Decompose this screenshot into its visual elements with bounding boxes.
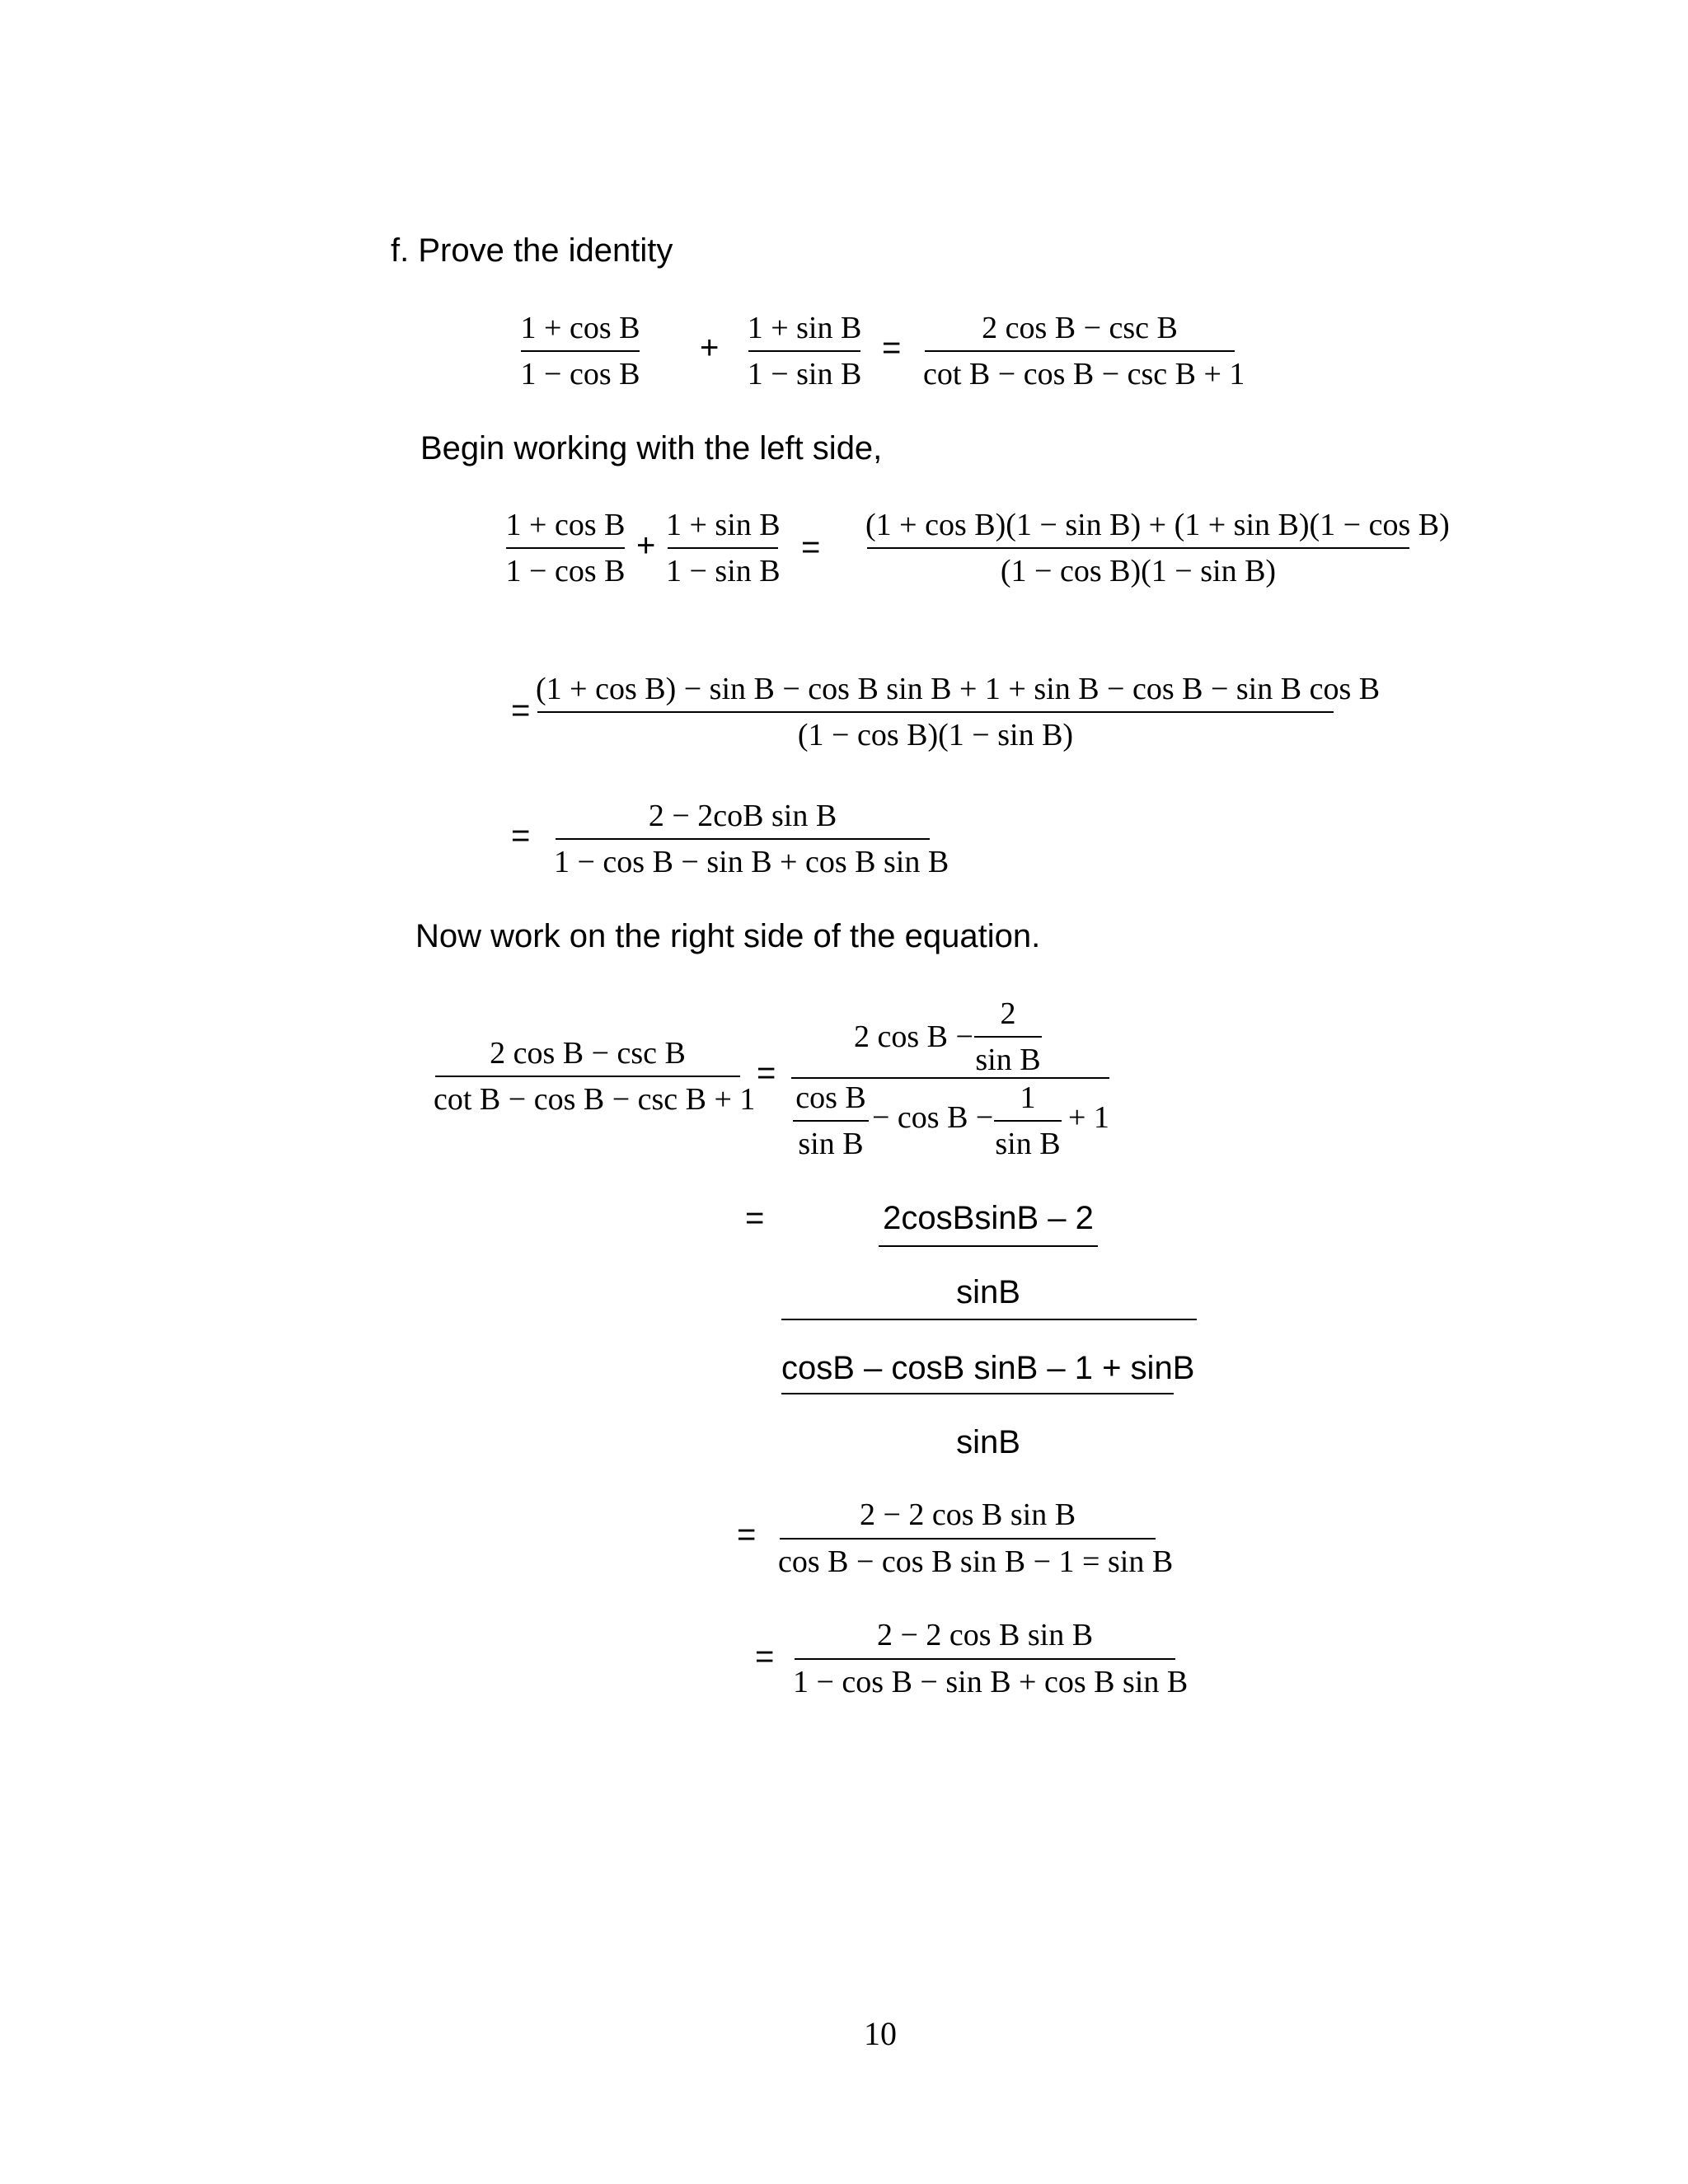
fraction-denominator: 1 − sin B (666, 554, 781, 588)
equals-sign: = (745, 1200, 765, 1236)
fraction-numerator: cos B (795, 1080, 866, 1115)
equals-sign: = (757, 1055, 776, 1091)
fraction-denominator: sin B (975, 1043, 1041, 1077)
denominator-middle-term: − cos B − (872, 1100, 994, 1135)
fraction-bar (793, 1120, 869, 1122)
fraction-denominator: cos B − cos B sin B − 1 = sin B (778, 1544, 1174, 1579)
fraction-bar (795, 1658, 1175, 1660)
equals-sign: = (737, 1516, 757, 1553)
fraction-bar (506, 547, 625, 549)
fraction-numerator: 2 − 2 cos B sin B (859, 1497, 1076, 1532)
equals-sign: = (755, 1638, 775, 1675)
denominator-bottom: sinB (956, 1424, 1020, 1460)
fraction-bar (974, 1036, 1042, 1038)
fraction-numerator: 1 + sin B (666, 508, 781, 542)
page-number: 10 (864, 2015, 897, 2052)
denominator-tail: + 1 (1068, 1100, 1109, 1135)
fraction-denominator: (1 − cos B)(1 − sin B) (797, 718, 1074, 752)
fraction-bar (781, 1393, 1174, 1394)
fraction-denominator: cot B − cos B − csc B + 1 (434, 1082, 756, 1117)
numerator-bottom: sinB (956, 1274, 1020, 1310)
complex-numerator-main: 2 cos B − (854, 1019, 973, 1054)
fraction-denominator: 1 − cos B − sin B + cos B sin B (554, 845, 950, 879)
fraction-numerator: (1 + cos B) − sin B − cos B sin B + 1 + sin B − cos B − sin B cos B (536, 672, 1381, 706)
fraction-numerator: 2 (1000, 996, 1016, 1031)
fraction-bar (994, 1120, 1062, 1122)
fraction-denominator: cot B − cos B − csc B + 1 (923, 357, 1245, 391)
fraction-denominator: 1 − sin B (747, 357, 862, 391)
equals-sign: = (511, 818, 531, 854)
fraction-bar (748, 350, 860, 352)
fraction-numerator: 2 cos B − csc B (490, 1036, 686, 1071)
fraction-bar (556, 838, 930, 840)
plus-sign: + (700, 330, 720, 366)
fraction-denominator: 1 − cos B − sin B + cos B sin B (793, 1665, 1189, 1699)
fraction-numerator: 2 − 2coB sin B (648, 799, 837, 833)
fraction-bar (867, 547, 1409, 549)
fraction-numerator: 1 (1020, 1080, 1036, 1115)
fraction-bar (668, 547, 778, 549)
fraction-denominator: 1 − cos B (520, 357, 640, 391)
equals-sign: = (882, 330, 902, 366)
fraction-numerator: 1 + cos B (505, 508, 626, 542)
fraction-denominator: (1 − cos B)(1 − sin B) (1000, 554, 1277, 588)
fraction-bar (435, 1076, 740, 1077)
fraction-denominator: 1 − cos B (505, 554, 626, 588)
equals-sign: = (511, 692, 531, 729)
fraction-bar (879, 1245, 1098, 1247)
denominator-top: cosB – cosB sinB – 1 + sinB (781, 1350, 1195, 1386)
fraction-bar (925, 350, 1235, 352)
fraction-numerator: 1 + sin B (747, 311, 862, 345)
fraction-numerator: (1 + cos B)(1 − sin B) + (1 + sin B)(1 − cos B) (865, 508, 1450, 542)
fraction-numerator: 1 + cos B (520, 311, 640, 345)
right-side-intro: Now work on the right side of the equation. (415, 918, 1041, 954)
fraction-numerator: 2 − 2 cos B sin B (876, 1618, 1094, 1652)
fraction-bar (780, 1538, 1156, 1540)
fraction-bar (537, 711, 1334, 713)
fraction-numerator: 2 cos B − csc B (982, 311, 1178, 345)
fraction-bar (521, 350, 640, 352)
left-side-intro: Begin working with the left side, (420, 430, 883, 466)
main-fraction-bar (781, 1319, 1197, 1320)
fraction-denominator: sin B (995, 1127, 1061, 1161)
equals-sign: = (801, 529, 821, 565)
problem-heading: f. Prove the identity (391, 232, 673, 269)
main-fraction-bar (791, 1077, 1109, 1079)
plus-sign: + (636, 527, 656, 564)
numerator-top: 2cosBsinB – 2 (883, 1200, 1094, 1236)
fraction-denominator: sin B (798, 1127, 864, 1161)
